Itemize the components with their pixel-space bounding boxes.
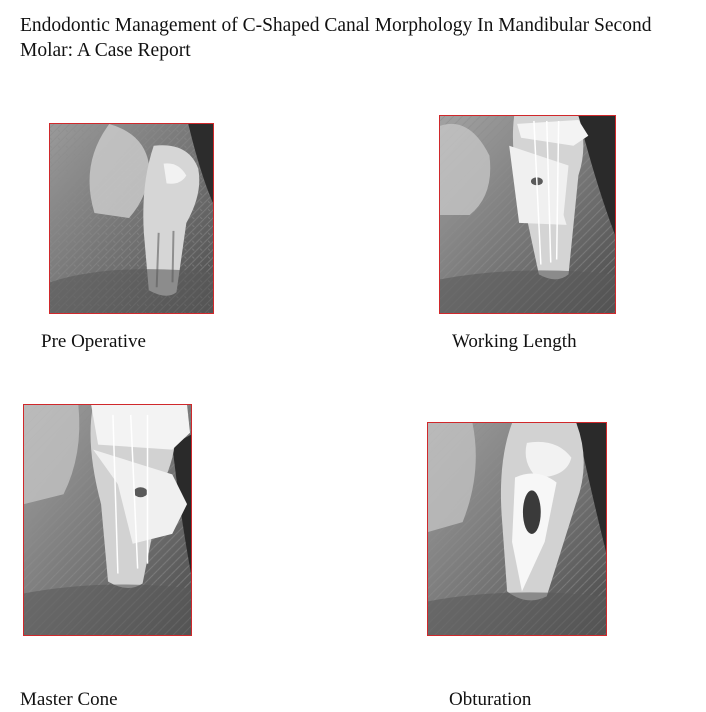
working-length-caption: Working Length	[452, 331, 577, 352]
pre-operative-caption: Pre Operative	[41, 331, 146, 352]
page-title: Endodontic Management of C-Shaped Canal Morphology In Mandibular Second Molar: A Case Report	[20, 15, 652, 61]
obturation-caption: Obturation	[449, 689, 532, 710]
master-cone-radiograph	[23, 404, 192, 636]
master-cone-caption: Master Cone	[20, 689, 118, 710]
obturation-radiograph	[427, 422, 607, 636]
pre-operative-radiograph	[49, 123, 214, 314]
working-length-radiograph	[439, 115, 616, 314]
